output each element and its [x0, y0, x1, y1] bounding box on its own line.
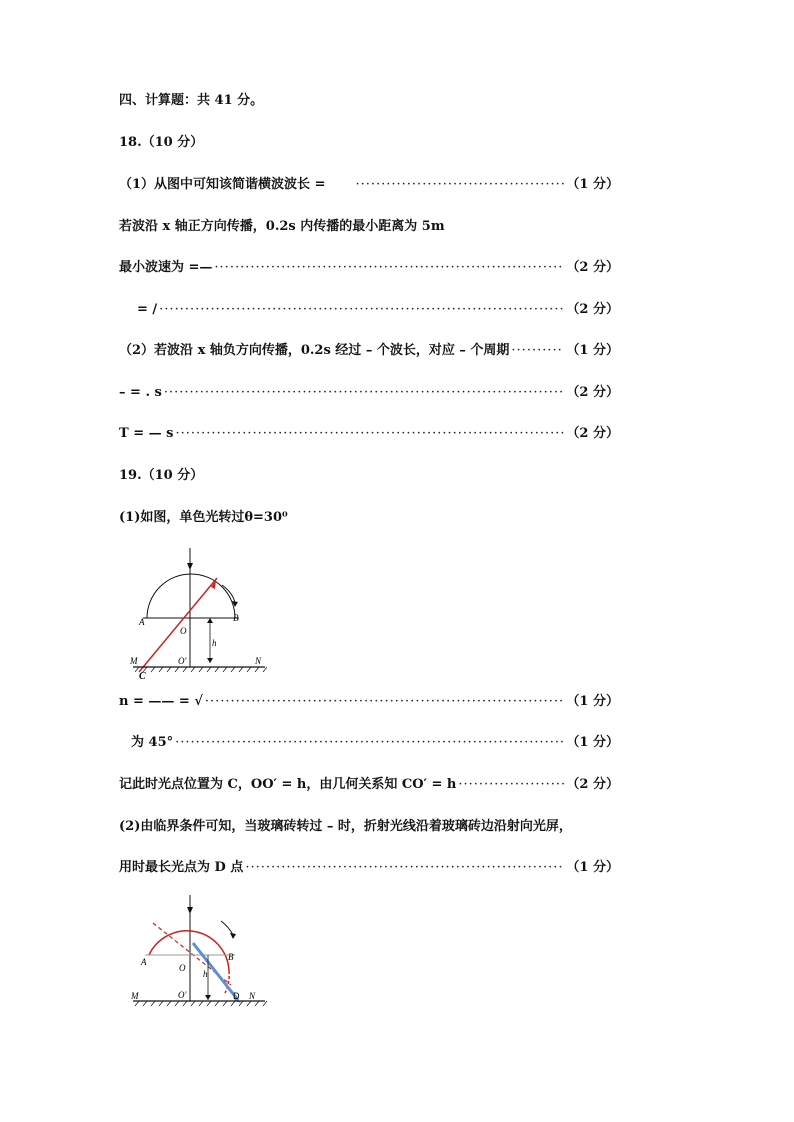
leader-dots	[511, 341, 564, 361]
semicircle-glass	[147, 574, 235, 618]
label-B: B	[233, 613, 239, 623]
q19-line-4: 记此时光点位置为 C，OO′ = h，由几何关系知 CO′ = h ····· （2 分）	[119, 775, 619, 795]
q18-header: 18.（10 分）	[119, 135, 204, 150]
q18-line-6: – = . s ····· （2 分）	[119, 383, 619, 403]
arrow-icon	[187, 563, 193, 570]
leader-dots	[214, 258, 564, 278]
arrow-icon	[207, 618, 213, 623]
q18-line-5: （2）若波沿 x 轴负方向传播，0.2s 经过 – 个波长，对应 – 个周期 ····· （1 分）	[119, 341, 619, 361]
q19-line-6: 用时最长光点为 D 点 ····· （1 分）	[119, 858, 619, 878]
q18-line-2: 若波沿 x 轴正方向传播，0.2s 内传播的最小距离为 5m	[119, 219, 445, 234]
label-N: N	[249, 991, 256, 1001]
q18-line-3: 最小波速为 =— ····· （2 分）	[119, 258, 619, 278]
figure-1-refraction-diagram	[125, 545, 275, 680]
figure-2-critical-angle-diagram	[125, 893, 275, 1013]
leader-dots	[458, 775, 564, 795]
q19-line-5: (2)由临界条件可知，当玻璃砖转过 – 时，折射光线沿着玻璃砖边沿射向光屏，	[119, 819, 572, 834]
label-M: M	[130, 656, 138, 666]
hatching	[135, 1001, 267, 1006]
section-title: 四、计算题：共 41 分。	[119, 93, 264, 108]
hatching	[135, 667, 267, 672]
q18-line-4: = / ····· （2 分）	[137, 300, 619, 320]
leader-dots	[164, 383, 565, 403]
leader-dots	[175, 733, 564, 753]
leader-dots	[355, 175, 564, 195]
q18-line-7: T = — s ····· （2 分）	[119, 424, 619, 444]
leader-dots	[245, 858, 564, 878]
arrow-icon	[205, 995, 211, 1000]
label-C: C	[139, 671, 146, 680]
label-D: D	[233, 991, 240, 1001]
label-h: h	[203, 969, 208, 979]
label-O-prime: O′	[178, 656, 187, 666]
q19-line-1: (1)如图，单色光转过θ=30⁰	[119, 510, 288, 525]
leader-dots	[159, 300, 564, 320]
q18-line-1: （1）从图中可知该简谐横波波长 = ····· （1 分）	[119, 175, 619, 195]
label-A: A	[141, 957, 147, 967]
q19-line-3: 为 45° ····· （1 分）	[131, 733, 619, 753]
label-M: M	[131, 991, 139, 1001]
leader-dots	[175, 424, 564, 444]
label-O: O	[180, 626, 187, 636]
arrow-icon	[187, 907, 193, 914]
label-N: N	[255, 656, 262, 666]
label-h: h	[212, 638, 217, 648]
arrow-icon	[230, 933, 236, 939]
label-O: O	[179, 963, 186, 973]
label-B: B	[228, 952, 234, 962]
q19-header: 19.（10 分）	[119, 468, 204, 483]
label-O-prime: O′	[178, 990, 187, 1000]
rotation-arrow	[221, 921, 233, 935]
label-A: A	[139, 617, 145, 627]
q19-line-2: n = —— = √ ····· （1 分）	[119, 692, 619, 712]
arrow-icon	[207, 658, 213, 663]
leader-dots	[205, 692, 565, 712]
